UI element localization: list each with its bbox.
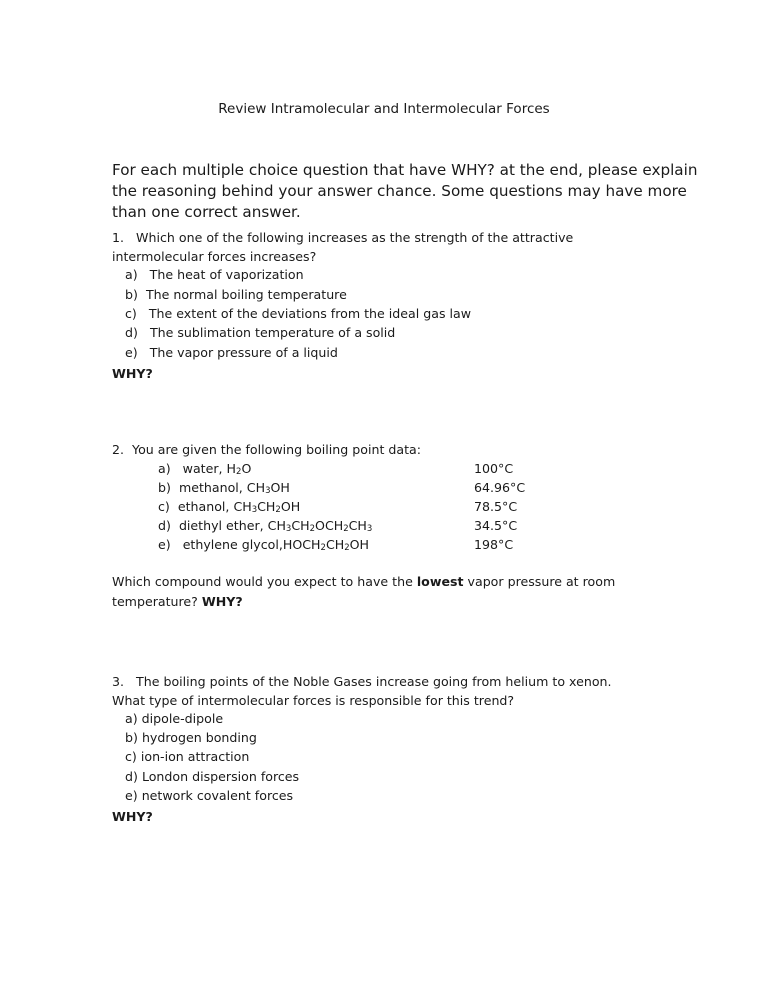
question-3-option-c: c) ion-ion attraction — [125, 749, 250, 764]
boiling-point-c: 78.5°C — [474, 499, 518, 514]
question-1-why: WHY? — [112, 366, 153, 381]
intro-line-3: than one correct answer. — [112, 203, 301, 221]
boiling-point-d: 34.5°C — [474, 518, 518, 533]
boiling-point-b: 64.96°C — [474, 480, 526, 495]
question-2-followup-line-1: Which compound would you expect to have the lowest vapor pressure at room — [112, 574, 616, 589]
question-3-option-b: b) hydrogen bonding — [125, 730, 257, 745]
compound-row-b: b) methanol, $CH_3OH$ — [158, 480, 290, 496]
question-1-option-d: d) The sublimation temperature of a solid — [125, 325, 396, 340]
boiling-point-e: 198°C — [474, 537, 514, 552]
compound-row-d: d) diethyl ether, $CH_3CH_2OCH_2CH_3$ — [158, 518, 373, 534]
question-1-option-e: e) The vapor pressure of a liquid — [125, 345, 338, 360]
question-3-option-d: d) London dispersion forces — [125, 769, 300, 784]
intro-line-2: the reasoning behind your answer chance. Some questions may have more — [112, 182, 687, 200]
question-1-line-2: intermolecular forces increases? — [112, 249, 317, 264]
question-3-option-a: a) dipole-dipole — [125, 711, 224, 726]
intro-line-1: For each multiple choice question that have WHY? at the end, please explain — [112, 161, 698, 179]
question-1-option-b: b) The normal boiling temperature — [125, 287, 347, 302]
question-2-line-1: 2. You are given the following boiling point data: — [112, 442, 422, 457]
question-1-option-a: a) The heat of vaporization — [125, 267, 304, 282]
question-1-line-1 — [112, 228, 573, 248]
compound-row-a: a) water, $H_2O$ — [158, 461, 252, 477]
question-3-line-2: What type of intermolecular forces is responsible for this trend? — [112, 693, 515, 708]
emphasis-lowest: lowest — [416, 574, 464, 589]
question-2-why: WHY? — [201, 594, 243, 609]
compound-row-e: e) ethylene $glycol,HOCH_2CH_2OH$ — [158, 537, 370, 553]
question-3-why: WHY? — [112, 809, 153, 824]
question-1-option-c: c) The extent of the deviations from the ideal gas law — [125, 306, 472, 321]
page-title: Review Intramolecular and Intermolecular Forces — [218, 101, 550, 117]
question-3-line-1: 3. The boiling points of the Noble Gases increase going from helium to xenon. — [112, 674, 612, 689]
question-number: 1. — [112, 230, 125, 245]
question-3-option-e: e) network covalent forces — [125, 788, 294, 803]
compound-row-c: c) ethanol, $CH_3CH_2OH$ — [158, 499, 301, 515]
boiling-point-a: 100°C — [474, 461, 514, 476]
question-2-followup-line-2: temperature? WHY? — [112, 594, 243, 609]
question-text: Which one of the following increases as the strength of the attractive — [136, 230, 574, 245]
